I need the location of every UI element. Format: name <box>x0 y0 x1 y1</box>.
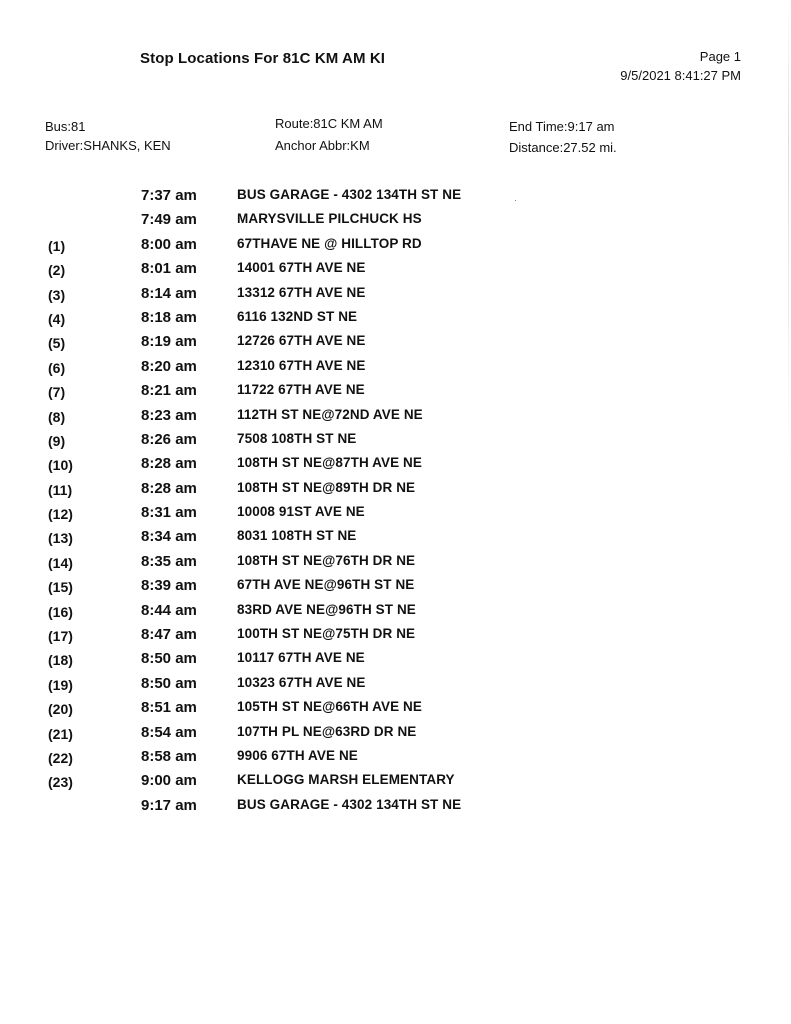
stop-time: 8:00 am <box>141 235 197 253</box>
stop-location: BUS GARAGE - 4302 134TH ST NE <box>237 796 462 812</box>
scan-edge-mark <box>788 0 789 460</box>
stop-location: 107TH PL NE@63RD DR NE <box>237 723 417 739</box>
bus-number: Bus:81 <box>45 119 86 134</box>
stop-row <box>0 770 791 794</box>
stop-row <box>0 380 791 404</box>
stop-number: (15) <box>48 579 73 596</box>
stop-number: (14) <box>48 554 73 571</box>
stop-number: (1) <box>48 237 66 254</box>
stop-number: (23) <box>48 774 73 791</box>
stop-row <box>0 746 791 770</box>
stop-row <box>0 453 791 477</box>
stop-number: (17) <box>48 628 73 645</box>
stop-time: 8:58 am <box>141 747 197 765</box>
stop-time: 7:37 am <box>141 187 197 204</box>
stop-location: 108TH ST NE@87TH AVE NE <box>237 455 423 471</box>
stop-location: 67TH AVE NE@96TH ST NE <box>237 577 415 593</box>
stop-location: 108TH ST NE@76TH DR NE <box>237 552 416 568</box>
stop-location: 11722 67TH AVE NE <box>237 382 365 398</box>
print-timestamp: 9/5/2021 8:41:27 PM <box>620 68 741 83</box>
stop-row <box>0 673 791 697</box>
stop-row <box>0 697 791 721</box>
stop-location: KELLOGG MARSH ELEMENTARY <box>237 772 455 788</box>
stop-row <box>0 795 791 819</box>
stop-time: 8:54 am <box>141 723 197 741</box>
report-title: Stop Locations For 81C KM AM KI <box>140 50 386 67</box>
stop-row <box>0 185 791 209</box>
stop-number: (22) <box>48 749 73 766</box>
stop-number: (20) <box>48 701 73 718</box>
stop-row <box>0 551 791 575</box>
stop-time: 9:17 am <box>141 796 197 814</box>
stop-time: 8:44 am <box>141 601 197 619</box>
stop-list <box>0 185 791 819</box>
stop-location: 7508 108TH ST NE <box>237 430 357 446</box>
route-name: Route:81C KM AM <box>275 116 383 131</box>
anchor-abbr: Anchor Abbr:KM <box>275 138 370 153</box>
stop-time: 8:21 am <box>141 382 197 400</box>
stop-number: (6) <box>48 359 66 376</box>
end-time: End Time:9:17 am <box>509 119 615 134</box>
stop-row <box>0 258 791 282</box>
stop-number: (3) <box>48 286 66 303</box>
stop-time: 8:28 am <box>141 479 197 497</box>
stop-row <box>0 283 791 307</box>
stop-location: 12726 67TH AVE NE <box>237 333 366 349</box>
stop-time: 8:35 am <box>141 552 197 570</box>
stop-row <box>0 575 791 599</box>
stop-time: 8:23 am <box>141 406 197 424</box>
stop-time: 8:51 am <box>141 699 197 717</box>
stop-row <box>0 722 791 746</box>
stop-time: 7:49 am <box>141 211 197 229</box>
stop-time: 8:28 am <box>141 455 197 473</box>
stop-time: 8:50 am <box>141 674 197 692</box>
stop-location: 108TH ST NE@89TH DR NE <box>237 479 416 495</box>
stop-location: 9906 67TH AVE NE <box>237 747 358 763</box>
stop-row <box>0 429 791 453</box>
stop-time: 8:19 am <box>141 333 197 351</box>
stop-location: 6116 132ND ST NE <box>237 308 358 324</box>
stop-number: (12) <box>48 506 73 523</box>
stop-number: (21) <box>48 725 73 742</box>
stop-row <box>0 648 791 672</box>
stop-number: (5) <box>48 335 66 352</box>
stop-location: 112TH ST NE@72ND AVE NE <box>237 406 423 422</box>
stop-location: BUS GARAGE - 4302 134TH ST NE <box>237 187 462 202</box>
scan-speck <box>515 200 516 201</box>
stop-number: (16) <box>48 603 73 620</box>
stop-row <box>0 478 791 502</box>
stop-row <box>0 331 791 355</box>
stop-location: 14001 67TH AVE NE <box>237 260 366 276</box>
stop-time: 9:00 am <box>141 772 197 790</box>
distance: Distance:27.52 mi. <box>509 140 617 155</box>
stop-number: (8) <box>48 408 66 425</box>
stop-number: (2) <box>48 262 66 279</box>
stop-location: 13312 67TH AVE NE <box>237 284 366 300</box>
stop-time: 8:14 am <box>141 284 197 302</box>
stop-location: 105TH ST NE@66TH AVE NE <box>237 699 423 715</box>
stop-number: (13) <box>48 530 73 547</box>
stop-row <box>0 307 791 331</box>
stop-row <box>0 234 791 258</box>
stop-location: 100TH ST NE@75TH DR NE <box>237 626 416 642</box>
stop-row <box>0 600 791 624</box>
page-number: Page 1 <box>699 49 741 64</box>
stop-time: 8:01 am <box>141 260 197 278</box>
stop-location: 8031 108TH ST NE <box>237 528 357 544</box>
stop-row <box>0 526 791 550</box>
stop-location: 10117 67TH AVE NE <box>237 650 365 666</box>
stop-time: 8:47 am <box>141 626 197 644</box>
stop-time: 8:26 am <box>141 430 197 448</box>
driver-name: Driver:SHANKS, KEN <box>45 138 171 153</box>
stop-number: (18) <box>48 652 73 669</box>
stop-location: 83RD AVE NE@96TH ST NE <box>237 601 416 617</box>
stop-row <box>0 209 791 233</box>
stop-row <box>0 405 791 429</box>
stop-location: 67THAVE NE @ HILLTOP RD <box>237 235 422 251</box>
stop-location: MARYSVILLE PILCHUCK HS <box>237 211 422 227</box>
stop-time: 8:20 am <box>141 357 197 375</box>
stop-row <box>0 624 791 648</box>
stop-number: (19) <box>48 676 73 693</box>
stop-location: 10008 91ST AVE NE <box>237 504 365 520</box>
stop-row <box>0 356 791 380</box>
stop-location: 12310 67TH AVE NE <box>237 357 366 373</box>
stop-number: (4) <box>48 310 66 327</box>
stop-time: 8:50 am <box>141 650 197 668</box>
stop-row <box>0 502 791 526</box>
stop-number: (7) <box>48 384 66 401</box>
stop-time: 8:34 am <box>141 528 197 546</box>
stop-number: (11) <box>48 481 73 498</box>
stop-time: 8:31 am <box>141 504 197 522</box>
stop-time: 8:18 am <box>141 308 197 326</box>
stop-location: 10323 67TH AVE NE <box>237 674 366 690</box>
stop-number: (10) <box>48 457 73 474</box>
stop-number: (9) <box>48 432 66 449</box>
stop-time: 8:39 am <box>141 577 197 595</box>
